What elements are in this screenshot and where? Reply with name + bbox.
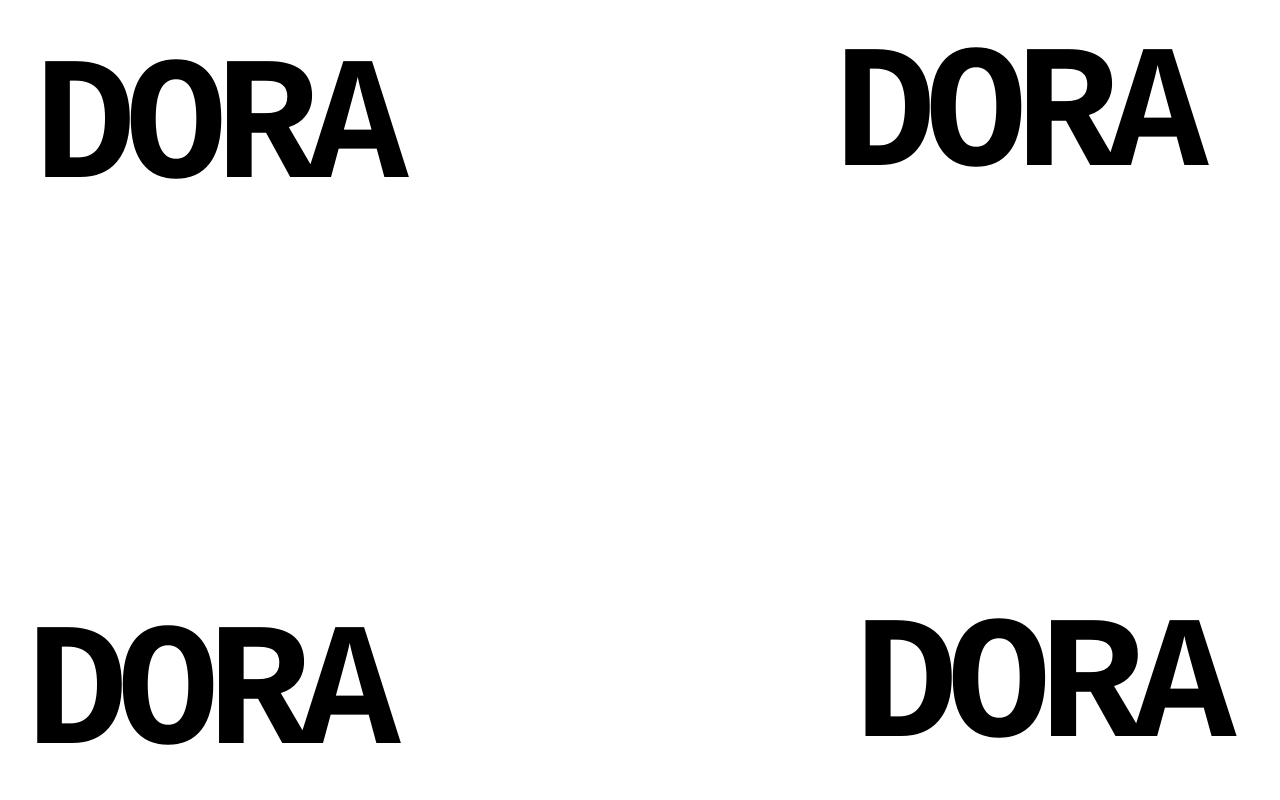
dora-text-bottom-right: DORA	[854, 589, 1225, 789]
dora-text-top-left: DORA	[34, 30, 398, 230]
dora-text-top-right: DORA	[834, 18, 1198, 218]
dora-text-bottom-left: DORA	[26, 596, 390, 796]
